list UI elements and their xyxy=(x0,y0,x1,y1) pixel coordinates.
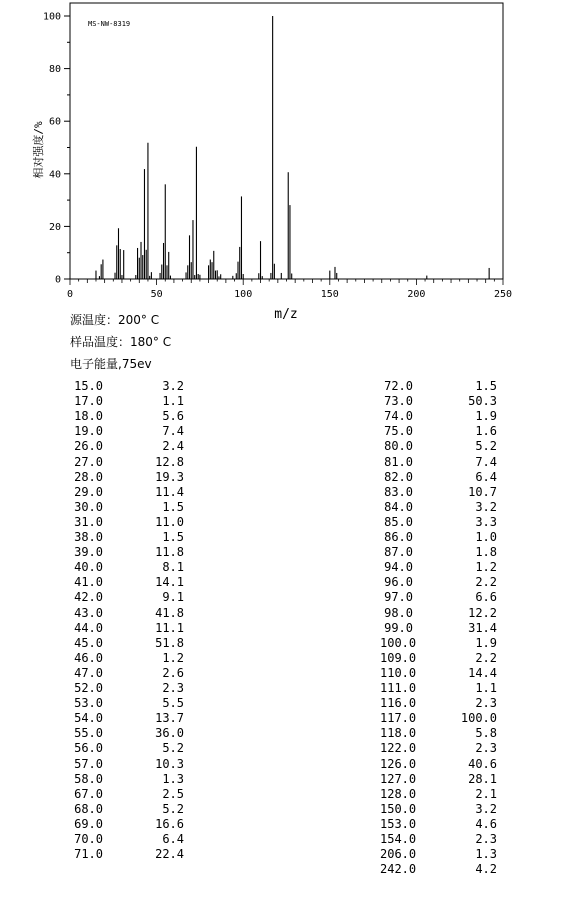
peak-table-row xyxy=(70,545,200,560)
intensity-value: 2.3 xyxy=(475,696,497,711)
mz-value: 72.0 xyxy=(384,379,413,393)
mz-value: 84.0 xyxy=(384,499,413,514)
mz-value: 73.0 xyxy=(384,394,413,409)
peak-table-row xyxy=(70,636,200,651)
intensity-value: 3.3 xyxy=(475,514,497,529)
peak-table-row xyxy=(375,590,505,605)
mz-value: 128.0 xyxy=(380,786,417,801)
peak-table-row xyxy=(70,681,200,696)
peak-table-right xyxy=(375,379,505,884)
peak-table-row xyxy=(375,485,505,500)
intensity-value: 6.4 xyxy=(475,469,497,484)
peak-table-row xyxy=(375,636,505,651)
mz-value: 56.0 xyxy=(74,741,103,756)
mz-value: 43.0 xyxy=(74,605,103,620)
x-tick-label: 200 xyxy=(407,289,426,300)
intensity-value: 10.7 xyxy=(468,484,497,499)
peak-table-row xyxy=(70,606,200,621)
mz-value: 55.0 xyxy=(74,726,103,741)
intensity-value: 8.1 xyxy=(162,560,184,575)
intensity-value: 13.7 xyxy=(155,711,184,726)
intensity-value: 19.3 xyxy=(155,469,184,484)
chart-title: MS-NW-8319 xyxy=(88,20,131,28)
intensity-value: 11.4 xyxy=(155,484,184,499)
intensity-value: 1.9 xyxy=(475,635,497,650)
mz-value: 17.0 xyxy=(74,394,103,409)
x-tick-label: 50 xyxy=(150,289,163,300)
peak-table-row xyxy=(70,530,200,545)
peak-table-row xyxy=(375,681,505,696)
mz-value: 81.0 xyxy=(384,454,413,469)
peak-table-row xyxy=(70,757,200,772)
mz-value: 54.0 xyxy=(74,711,103,726)
peak-table-row xyxy=(70,560,200,575)
peak-table-row xyxy=(375,772,505,787)
peak-table-row xyxy=(375,424,505,439)
intensity-value: 5.6 xyxy=(162,409,184,424)
mz-value: 109.0 xyxy=(380,650,417,665)
spectrum-peaks xyxy=(96,16,489,279)
intensity-value: 1.9 xyxy=(475,409,497,424)
intensity-value: 7.4 xyxy=(475,454,497,469)
plot-frame xyxy=(70,3,503,279)
intensity-value: 6.6 xyxy=(475,590,497,605)
peak-table-row xyxy=(375,651,505,666)
peak-table-row xyxy=(375,817,505,832)
intensity-value: 2.4 xyxy=(162,439,184,454)
peak-table-row xyxy=(70,772,200,787)
mz-value: 154.0 xyxy=(380,832,417,846)
mz-value: 38.0 xyxy=(74,530,103,544)
mz-value: 80.0 xyxy=(384,439,413,454)
mz-value: 40.0 xyxy=(74,560,103,575)
peak-table-row xyxy=(70,832,200,847)
mz-value: 58.0 xyxy=(74,771,103,786)
mz-value: 82.0 xyxy=(384,469,413,484)
peak-table-row xyxy=(375,470,505,485)
mz-value: 87.0 xyxy=(384,545,413,560)
peak-table-row xyxy=(375,394,505,409)
intensity-value: 2.3 xyxy=(475,741,497,756)
intensity-value: 6.4 xyxy=(162,832,184,846)
mz-value: 28.0 xyxy=(74,469,103,484)
peak-table-row xyxy=(70,726,200,741)
x-tick-label: 150 xyxy=(320,289,339,300)
mz-value: 52.0 xyxy=(74,681,103,695)
intensity-value: 28.1 xyxy=(468,771,497,786)
mz-value: 15.0 xyxy=(74,379,103,393)
y-axis-label: 相对强度/% xyxy=(32,121,45,179)
peak-table-row xyxy=(375,726,505,741)
intensity-value: 1.8 xyxy=(475,545,497,560)
mz-value: 96.0 xyxy=(384,575,413,590)
peak-table-row xyxy=(375,711,505,726)
mz-value: 68.0 xyxy=(74,801,103,816)
peak-table-row xyxy=(375,741,505,756)
x-axis xyxy=(67,279,512,300)
intensity-value: 1.3 xyxy=(162,771,184,786)
mz-value: 117.0 xyxy=(380,711,417,726)
x-tick-label: 0 xyxy=(66,289,74,300)
mz-value: 83.0 xyxy=(384,484,413,499)
intensity-value: 4.2 xyxy=(475,862,497,877)
peak-table-row xyxy=(375,515,505,530)
intensity-value: 16.6 xyxy=(155,816,184,831)
peak-table-row xyxy=(70,455,200,470)
intensity-value: 4.6 xyxy=(475,816,497,831)
mz-value: 44.0 xyxy=(74,620,103,635)
peak-table-row xyxy=(70,651,200,666)
mz-value: 39.0 xyxy=(74,545,103,560)
electron-energy: 电子能量,75ev xyxy=(70,357,152,371)
mz-value: 30.0 xyxy=(74,499,103,514)
mz-value: 46.0 xyxy=(74,650,103,665)
intensity-value: 5.5 xyxy=(162,696,184,711)
mz-value: 98.0 xyxy=(384,605,413,620)
mz-value: 27.0 xyxy=(74,454,103,469)
peak-table-row xyxy=(375,560,505,575)
intensity-value: 1.5 xyxy=(162,530,184,544)
mass-spectrum-chart xyxy=(0,0,570,330)
mz-value: 99.0 xyxy=(384,620,413,635)
peak-table-row xyxy=(70,485,200,500)
intensity-value: 2.6 xyxy=(162,665,184,680)
peak-table-row xyxy=(70,666,200,681)
peak-table-row xyxy=(70,500,200,515)
intensity-value: 14.1 xyxy=(155,575,184,590)
intensity-value: 12.2 xyxy=(468,605,497,620)
peak-table-row xyxy=(375,802,505,817)
intensity-value: 100.0 xyxy=(460,711,497,726)
peak-table-row xyxy=(70,696,200,711)
intensity-value: 2.2 xyxy=(475,650,497,665)
intensity-value: 1.3 xyxy=(475,847,497,862)
peak-table-row xyxy=(375,666,505,681)
intensity-value: 10.3 xyxy=(155,756,184,771)
mz-value: 94.0 xyxy=(384,560,413,575)
peak-table-row xyxy=(70,470,200,485)
intensity-value: 40.6 xyxy=(468,756,497,771)
peak-table-row xyxy=(70,575,200,590)
mz-value: 53.0 xyxy=(74,696,103,711)
intensity-value: 36.0 xyxy=(155,726,184,741)
mz-value: 75.0 xyxy=(384,424,413,439)
peak-table-row xyxy=(70,621,200,636)
mz-value: 26.0 xyxy=(74,439,103,454)
intensity-value: 2.5 xyxy=(162,786,184,801)
peak-table-row xyxy=(375,847,505,862)
mz-value: 74.0 xyxy=(384,409,413,424)
peak-table-row xyxy=(70,515,200,530)
mz-value: 42.0 xyxy=(74,590,103,605)
intensity-value: 14.4 xyxy=(468,665,497,680)
y-tick-label: 20 xyxy=(48,221,61,233)
peak-table-row xyxy=(375,545,505,560)
intensity-value: 1.1 xyxy=(475,681,497,695)
intensity-value: 2.3 xyxy=(162,681,184,695)
peak-table-row xyxy=(375,379,505,394)
mz-value: 31.0 xyxy=(74,514,103,529)
intensity-value: 11.0 xyxy=(155,514,184,529)
mz-value: 150.0 xyxy=(380,801,417,816)
intensity-value: 2.1 xyxy=(475,786,497,801)
intensity-value: 2.2 xyxy=(475,575,497,590)
peak-table-row xyxy=(375,696,505,711)
intensity-value: 3.2 xyxy=(475,801,497,816)
peak-table-row xyxy=(375,621,505,636)
peak-table-row xyxy=(375,530,505,545)
intensity-value: 5.2 xyxy=(162,741,184,756)
mz-value: 41.0 xyxy=(74,575,103,590)
intensity-value: 11.8 xyxy=(155,545,184,560)
peak-table-row xyxy=(70,394,200,409)
peak-table-row xyxy=(70,787,200,802)
mz-value: 86.0 xyxy=(384,530,413,544)
intensity-value: 50.3 xyxy=(468,394,497,409)
intensity-value: 1.5 xyxy=(475,379,497,393)
mz-value: 242.0 xyxy=(380,862,417,877)
mz-value: 100.0 xyxy=(380,635,417,650)
intensity-value: 1.1 xyxy=(162,394,184,409)
peak-table-row xyxy=(70,424,200,439)
peak-table-row xyxy=(70,379,200,394)
intensity-value: 22.4 xyxy=(155,847,184,862)
mz-value: 153.0 xyxy=(380,816,417,831)
y-tick-label: 80 xyxy=(48,64,61,76)
peak-table-row xyxy=(375,787,505,802)
intensity-value: 41.8 xyxy=(155,605,184,620)
mz-value: 67.0 xyxy=(74,786,103,801)
y-tick-label: 0 xyxy=(54,274,61,286)
peak-table-row xyxy=(375,409,505,424)
intensity-value: 1.2 xyxy=(162,650,184,665)
mz-value: 111.0 xyxy=(380,681,417,695)
x-axis-label: m/z xyxy=(274,307,298,322)
peak-table-row xyxy=(375,439,505,454)
mz-value: 122.0 xyxy=(380,741,417,756)
peak-table-row xyxy=(70,741,200,756)
source-temperature: 源温度：200° C xyxy=(70,313,160,327)
peak-table-row xyxy=(375,500,505,515)
mz-value: 70.0 xyxy=(74,832,103,846)
intensity-value: 11.1 xyxy=(155,620,184,635)
intensity-value: 3.2 xyxy=(162,379,184,393)
peak-table-left xyxy=(70,379,200,869)
y-tick-label: 60 xyxy=(48,116,61,128)
peak-table-row xyxy=(70,711,200,726)
intensity-value: 12.8 xyxy=(155,454,184,469)
intensity-value: 5.2 xyxy=(162,801,184,816)
intensity-value: 51.8 xyxy=(155,635,184,650)
mz-value: 97.0 xyxy=(384,590,413,605)
intensity-value: 1.2 xyxy=(475,560,497,575)
y-tick-label: 100 xyxy=(42,11,61,23)
intensity-value: 7.4 xyxy=(162,424,184,439)
peak-table-row xyxy=(70,817,200,832)
intensity-value: 2.3 xyxy=(475,832,497,846)
mz-value: 110.0 xyxy=(380,665,417,680)
mz-value: 127.0 xyxy=(380,771,417,786)
mz-value: 71.0 xyxy=(74,847,103,862)
y-axis xyxy=(43,12,70,286)
peak-table-row xyxy=(375,575,505,590)
sample-temperature: 样品温度：180° C xyxy=(70,335,172,349)
mz-value: 69.0 xyxy=(74,816,103,831)
y-tick-label: 40 xyxy=(48,169,61,181)
mz-value: 18.0 xyxy=(74,409,103,424)
intensity-value: 1.0 xyxy=(475,530,497,544)
mz-value: 118.0 xyxy=(380,726,417,741)
mz-value: 45.0 xyxy=(74,635,103,650)
peak-table-row xyxy=(70,802,200,817)
intensity-value: 31.4 xyxy=(468,620,497,635)
intensity-value: 5.8 xyxy=(475,726,497,741)
mz-value: 57.0 xyxy=(74,756,103,771)
peak-table-row xyxy=(70,439,200,454)
peak-table-row xyxy=(375,757,505,772)
mz-value: 47.0 xyxy=(74,665,103,680)
peak-table-row xyxy=(70,590,200,605)
mz-value: 116.0 xyxy=(380,696,417,711)
peak-table-row xyxy=(375,606,505,621)
peak-table-row xyxy=(375,832,505,847)
peak-table-row xyxy=(70,409,200,424)
peak-table-row xyxy=(70,847,200,862)
mz-value: 29.0 xyxy=(74,484,103,499)
x-tick-label: 250 xyxy=(493,289,513,300)
mz-value: 19.0 xyxy=(74,424,103,439)
intensity-value: 5.2 xyxy=(475,439,497,454)
intensity-value: 9.1 xyxy=(162,590,184,605)
peak-table-row xyxy=(375,862,505,877)
peak-table-row xyxy=(375,455,505,470)
intensity-value: 1.6 xyxy=(475,424,497,439)
mz-value: 206.0 xyxy=(380,847,417,862)
x-tick-label: 100 xyxy=(234,289,253,300)
intensity-value: 1.5 xyxy=(162,499,184,514)
intensity-value: 3.2 xyxy=(475,499,497,514)
mz-value: 85.0 xyxy=(384,514,413,529)
mz-value: 126.0 xyxy=(380,756,417,771)
